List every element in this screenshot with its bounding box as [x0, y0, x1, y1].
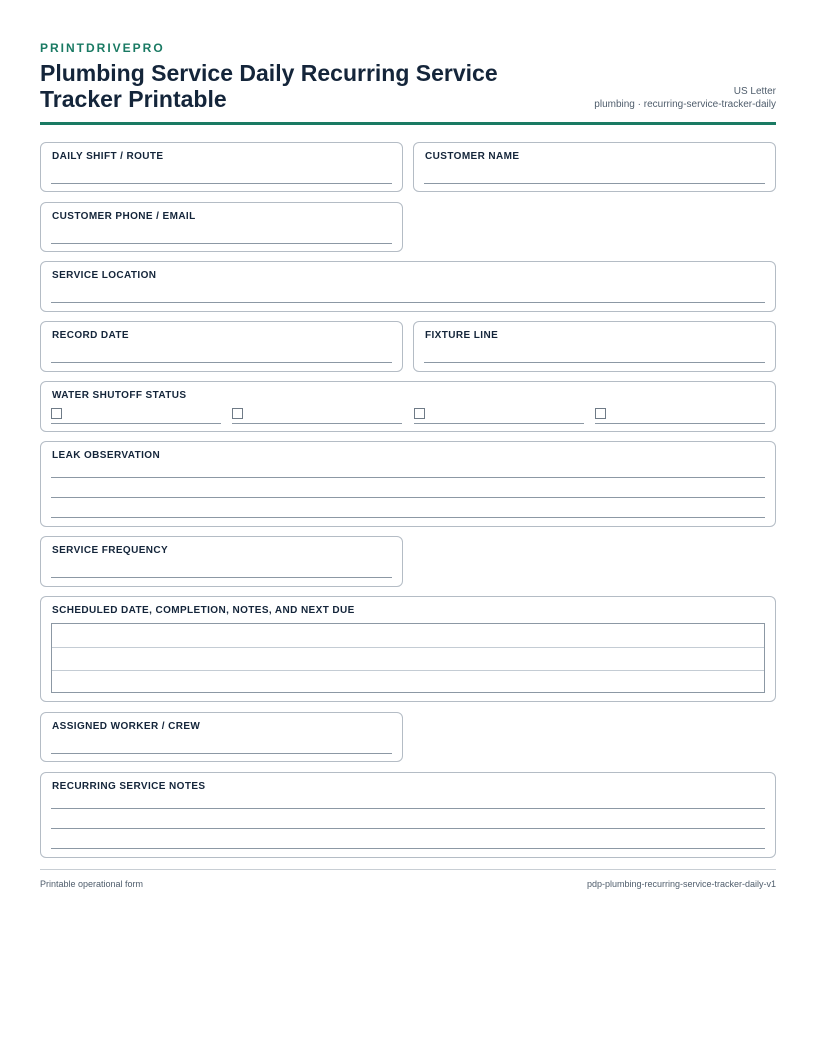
- assigned-worker-crew-field[interactable]: [40, 712, 403, 762]
- leak-observation-field[interactable]: [40, 441, 776, 527]
- header-divider: [40, 122, 776, 125]
- grid-row-divider: [52, 647, 764, 648]
- shutoff-option-line[interactable]: [232, 423, 402, 424]
- checkbox-icon[interactable]: [414, 408, 425, 419]
- customer-name-field[interactable]: [413, 142, 776, 192]
- shutoff-option-1[interactable]: [51, 408, 221, 424]
- page-meta: [594, 85, 776, 111]
- paper-size: US Letter: [733, 86, 776, 97]
- notes-line-1[interactable]: [51, 808, 765, 809]
- service-frequency-label: SERVICE FREQUENCY: [52, 545, 169, 556]
- schedule-table-label: SCHEDULED DATE, COMPLETION, NOTES, AND NEXT DUE: [52, 605, 355, 616]
- checkbox-icon[interactable]: [232, 408, 243, 419]
- shutoff-option-2[interactable]: [232, 408, 402, 424]
- fixture-line-line[interactable]: [424, 362, 765, 363]
- shutoff-option-line[interactable]: [414, 423, 584, 424]
- fixture-line-label: FIXTURE LINE: [425, 330, 499, 341]
- notes-line-2[interactable]: [51, 828, 765, 829]
- checkbox-icon[interactable]: [595, 408, 606, 419]
- footer-form-id: pdp-plumbing-recurring-service-tracker-daily-v1: [586, 879, 776, 889]
- footer-description: Printable operational form: [40, 879, 144, 889]
- assigned-worker-crew-line[interactable]: [51, 753, 392, 754]
- checkbox-icon[interactable]: [51, 408, 62, 419]
- shutoff-option-3[interactable]: [414, 408, 584, 424]
- schedule-grid[interactable]: [51, 623, 765, 693]
- customer-phone-email-field[interactable]: [40, 202, 403, 252]
- service-location-field[interactable]: [40, 261, 776, 312]
- grid-row-divider: [52, 670, 764, 671]
- shutoff-option-4[interactable]: [595, 408, 765, 424]
- record-date-label: RECORD DATE: [52, 330, 129, 341]
- shutoff-option-line[interactable]: [51, 423, 221, 424]
- daily-shift-route-field[interactable]: [40, 142, 403, 192]
- form-slug: plumbing · recurring-service-tracker-daily: [594, 99, 776, 110]
- customer-phone-email-line[interactable]: [51, 243, 392, 244]
- leak-observation-label: LEAK OBSERVATION: [52, 450, 161, 461]
- footer-divider: [40, 869, 776, 870]
- assigned-worker-crew-label: ASSIGNED WORKER / CREW: [52, 721, 201, 732]
- daily-shift-route-line[interactable]: [51, 183, 392, 184]
- leak-observation-line-1[interactable]: [51, 477, 765, 478]
- record-date-line[interactable]: [51, 362, 392, 363]
- leak-observation-line-3[interactable]: [51, 517, 765, 518]
- service-location-line[interactable]: [51, 302, 765, 303]
- service-frequency-field[interactable]: [40, 536, 403, 587]
- record-date-field[interactable]: [40, 321, 403, 372]
- brand-name: PRINTDRIVEPRO: [40, 41, 165, 55]
- customer-name-label: CUSTOMER NAME: [425, 151, 520, 162]
- customer-phone-email-label: CUSTOMER PHONE / EMAIL: [52, 211, 196, 222]
- daily-shift-route-label: DAILY SHIFT / ROUTE: [52, 151, 164, 162]
- recurring-service-notes-label: RECURRING SERVICE NOTES: [52, 781, 206, 792]
- recurring-service-notes-field[interactable]: [40, 772, 776, 858]
- schedule-table-field: [40, 596, 776, 702]
- water-shutoff-status-field: [40, 381, 776, 432]
- fixture-line-field[interactable]: [413, 321, 776, 372]
- customer-name-line[interactable]: [424, 183, 765, 184]
- leak-observation-line-2[interactable]: [51, 497, 765, 498]
- water-shutoff-status-label: WATER SHUTOFF STATUS: [52, 390, 187, 401]
- page-title: Plumbing Service Daily Recurring Service Tracker Printable: [40, 60, 498, 112]
- service-location-label: SERVICE LOCATION: [52, 270, 157, 281]
- notes-line-3[interactable]: [51, 848, 765, 849]
- service-frequency-line[interactable]: [51, 577, 392, 578]
- shutoff-option-line[interactable]: [595, 423, 765, 424]
